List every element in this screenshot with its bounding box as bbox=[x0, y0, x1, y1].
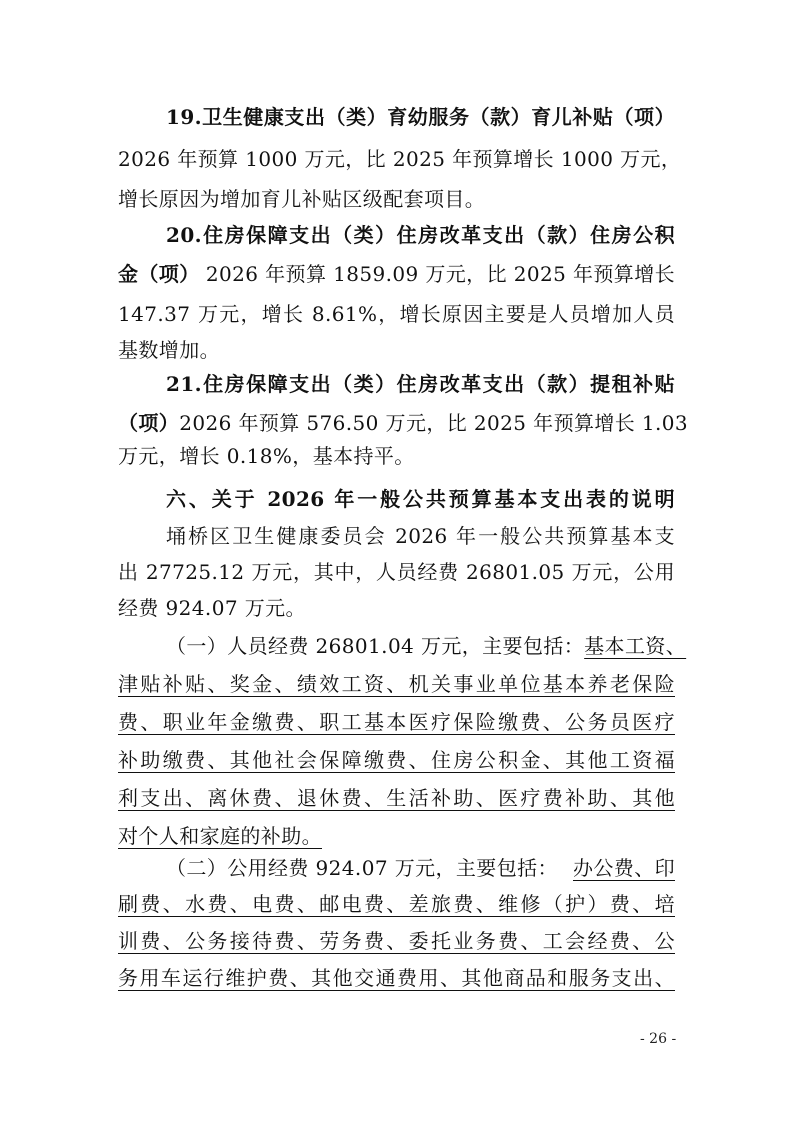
paragraph-line bbox=[166, 853, 675, 883]
underlined-line: 对个人和家庭的补助。 bbox=[118, 824, 322, 848]
heading-item-20-suffix: 金（项） bbox=[118, 262, 200, 286]
underlined-line: 务用车运行维护费、其他交通费用、其他商品和服务支出、 bbox=[118, 966, 675, 990]
underlined-line: 训费、公务接待费、劳务费、委托业务费、工会经费、公 bbox=[118, 929, 675, 953]
paragraph-line: 增长原因为增加育儿补贴区级配套项目。 bbox=[118, 187, 486, 211]
paragraph-line: 经费 924.07 万元。 bbox=[118, 596, 306, 620]
paragraph-line bbox=[166, 631, 687, 661]
paragraph-fragment: 2026 年预算 576.50 万元，比 2025 年预算增长 1.03 bbox=[179, 411, 689, 435]
heading-item-20: 20.住房保障支出（类）住房改革支出（款）住房公积 bbox=[166, 223, 675, 247]
heading-item-19: 19.卫生健康支出（类）育幼服务（款）育儿补贴（项） bbox=[166, 105, 675, 129]
paragraph-line: 埇桥区卫生健康委员会 2026 年一般公共预算基本支 bbox=[166, 524, 675, 548]
paragraph-line: 万元，增长 0.18%，基本持平。 bbox=[118, 444, 415, 468]
paragraph-fragment: （二）公用经费 924.07 万元，主要包括： bbox=[166, 856, 558, 880]
paragraph-line bbox=[118, 259, 675, 289]
paragraph-fragment: 2026 年预算 1859.09 万元，比 2025 年预算增长 bbox=[205, 262, 675, 286]
paragraph-line: 基数增加。 bbox=[118, 338, 220, 362]
underlined-line: 刷费、水费、电费、邮电费、差旅费、维修（护）费、培 bbox=[118, 892, 675, 916]
page-number: - 26 - bbox=[640, 1031, 677, 1047]
paragraph-line: 出 27725.12 万元，其中，人员经费 26801.05 万元，公用 bbox=[118, 560, 675, 584]
underlined-line: 补助缴费、其他社会保障缴费、住房公积金、其他工资福 bbox=[118, 748, 675, 772]
heading-item-21: 21.住房保障支出（类）住房改革支出（款）提租补贴 bbox=[166, 372, 675, 396]
paragraph-fragment: （一）人员经费 26801.04 万元，主要包括： bbox=[166, 634, 585, 658]
section-heading-6: 六、关于 2026 年一般公共预算基本支出表的说明 bbox=[166, 487, 675, 511]
underlined-line: 津贴补贴、奖金、绩效工资、机关事业单位基本养老保险 bbox=[118, 672, 675, 696]
paragraph-line bbox=[118, 408, 689, 438]
underlined-line: 利支出、离休费、退休费、生活补助、医疗费补助、其他 bbox=[118, 786, 675, 810]
underlined-fragment: 基本工资、 bbox=[584, 634, 687, 658]
paragraph-line: 147.37 万元，增长 8.61%，增长原因主要是人员增加人员 bbox=[118, 302, 675, 326]
heading-item-21-suffix: （项） bbox=[118, 411, 180, 435]
underlined-fragment: 办公费、印 bbox=[573, 856, 675, 880]
underlined-line: 费、职业年金缴费、职工基本医疗保险缴费、公务员医疗 bbox=[118, 710, 675, 734]
paragraph-line: 2026 年预算 1000 万元，比 2025 年预算增长 1000 万元， bbox=[118, 147, 682, 171]
